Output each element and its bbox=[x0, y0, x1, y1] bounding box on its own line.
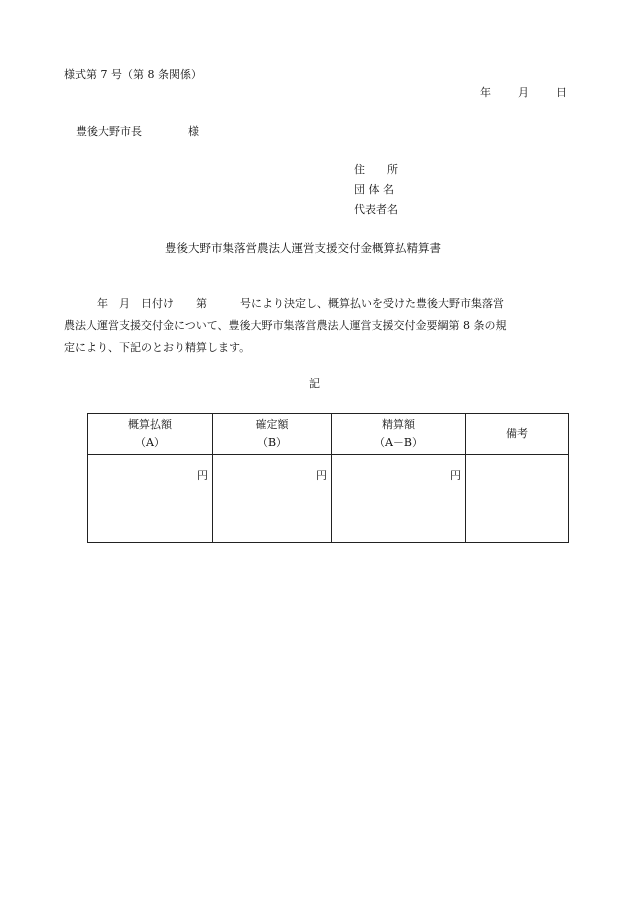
body-line-2: 農法人運営支援交付金について、豊後大野市集落営農法人運営支援交付金要綱第 8 条の規 bbox=[64, 319, 507, 332]
cell-estimated-payment: 円 bbox=[88, 455, 213, 543]
table-row bbox=[88, 455, 569, 543]
table-header-row bbox=[88, 414, 569, 455]
body-paragraph bbox=[64, 293, 570, 359]
addressee-name: 豊後大野市長 bbox=[76, 125, 142, 138]
addressee-honorific: 様 bbox=[188, 125, 199, 138]
cell-settlement-amount: 円 bbox=[332, 455, 466, 543]
cell-remarks bbox=[466, 455, 569, 543]
representative-label: 代表者名 bbox=[354, 203, 398, 216]
header-settlement-amount: 精算額 （A－B） bbox=[332, 414, 466, 455]
header-estimated-payment: 概算払額 （A） bbox=[88, 414, 213, 455]
settlement-table bbox=[87, 413, 569, 543]
header-confirmed-amount: 確定額 （B） bbox=[213, 414, 332, 455]
form-label: 様式第 7 号（第 8 条関係） bbox=[64, 68, 202, 81]
date-day: 日 bbox=[556, 86, 567, 99]
document-title: 豊後大野市集落営農法人運営支援交付金概算払精算書 bbox=[165, 241, 441, 255]
body-line-1: 年 月 日付け 第 号により決定し、概算払いを受けた豊後大野市集落営 bbox=[64, 297, 504, 310]
address-label: 住 所 bbox=[354, 163, 398, 176]
group-name-label: 団 体 名 bbox=[354, 183, 394, 196]
body-line-3: 定により、下記のとおり精算します。 bbox=[64, 341, 251, 354]
date-month: 月 bbox=[518, 86, 529, 99]
ki-marker: 記 bbox=[309, 377, 320, 390]
cell-confirmed-amount: 円 bbox=[213, 455, 332, 543]
header-remarks: 備考 bbox=[466, 414, 569, 455]
date-year: 年 bbox=[480, 86, 491, 99]
